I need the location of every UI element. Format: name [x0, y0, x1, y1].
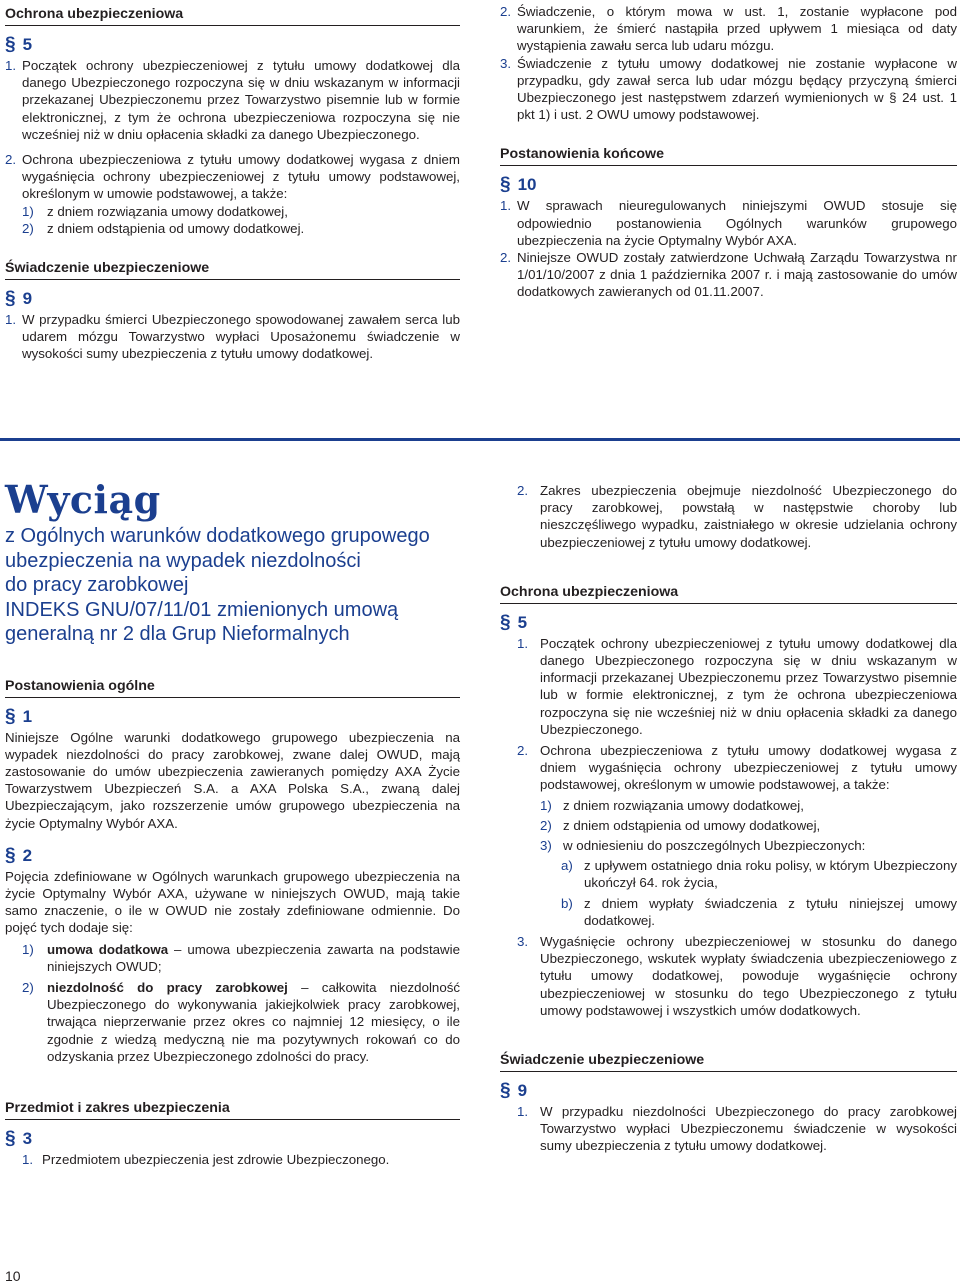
list-item: 2) z dniem odstąpienia od umowy dodatkowej. [22, 220, 305, 236]
section-symbol: § [5, 34, 16, 55]
clause-5-2b: 2. Ochrona ubezpieczeniowa z tytułu umowy dodatkowej wygasa z dniem wygaśnięcia ochrony ubezpieczeniowej z tytułu umowy podstawowej, określonym w umowie podstawowej, a także: [517, 743, 957, 793]
top-left-column [5, 5, 460, 363]
sub-list-item: b) z dniem wypłaty świadczenia z tytułu niniejszej umowy dodatkowej. [561, 895, 957, 928]
definition-item: 1) umowa dodatkowa – umowa ubezpieczenia zawarta na podstawie niniejszych OWUD; [22, 941, 460, 974]
bottom-left-column [5, 478, 460, 1168]
paragraph-3-label: § 3 [5, 1127, 33, 1149]
list-item: 3) w odniesieniu do poszczególnych Ubezpieczonych: [540, 838, 866, 854]
section-heading-koncowe: Postanowienia końcowe [500, 145, 957, 166]
document-title: Wyciąg [5, 477, 161, 522]
paragraph-1-label: § 1 [5, 705, 33, 727]
paragraph-5-label: § 5 [5, 34, 33, 55]
clause-5-2: 2. Ochrona ubezpieczeniowa z tytułu umowy dodatkowej wygasa z dniem wygaśnięcia ochrony ubezpieczeniowej z tytułu umowy podstawowej, określonym w umowie podstawowej, a także: [5, 152, 460, 202]
clause-9-1b: 1. W przypadku niezdolności Ubezpieczonego do pracy zarobkowej Towarzystwo wypłaci Ubezpieczonemu świadczenie w wysokości sumy ubezpieczenia z tytułu umowy dodatkowej. [517, 1104, 957, 1154]
list-item: 1) z dniem rozwiązania umowy dodatkowej, [540, 797, 804, 813]
divider-rule [0, 438, 960, 441]
paragraph-2-label: § 2 [5, 844, 33, 866]
clause-9-1: 1. W przypadku śmierci Ubezpieczonego spowodowanej zawałem serca lub udarem mózgu Towarzystwo wypłaci Uposażonemu świadczenie w wysokości sumy ubezpieczenia z tytułu umowy dodatkowej. [5, 312, 460, 362]
list-item: 1) z dniem rozwiązania umowy dodatkowej, [22, 203, 288, 219]
section-heading-ochrona: Ochrona ubezpieczeniowa [5, 5, 460, 26]
clause-5-1: 1. Początek ochrony ubezpieczeniowej z tytułu umowy dodatkowej dla danego Ubezpieczonego rozpoczyna się w dniu wskazanym w informacji przekazanej Ubezpieczonemu przez Towarzystwo pisemnie lub w formie elektronicznej, z tym że ochrona ubezpieczeniowa rozpoczyna się nie wcześniej niż w dniu opłacenia składki za danego Ubezpieczonego. [5, 58, 460, 142]
section-heading-ochrona-2: Ochrona ubezpieczeniowa [500, 583, 957, 604]
document-subtitle: z Ogólnych warunków dodatkowego grupowego ubezpieczenia na wypadek niezdolności do pracy zarobkowej INDEKS GNU/07/11/01 zmienionych umową generalną nr 2 dla Grup Nieformalnych [5, 525, 430, 645]
section-heading-przedmiot: Przedmiot i zakres ubezpieczenia [5, 1099, 460, 1120]
section-heading-ogolne: Postanowienia ogólne [5, 677, 460, 698]
section-heading-swiadczenie-2: Świadczenie ubezpieczeniowe [500, 1051, 957, 1072]
list-item: 2) z dniem odstąpienia od umowy dodatkowej, [540, 817, 821, 833]
paragraph-10-label: § 10 [500, 174, 537, 196]
clause-10-1: 1. W sprawach nieuregulowanych niniejszymi OWUD stosuje się odpowiednio postanowienia Ogólnych warunków grupowego ubezpieczenia na życie Optymalny Wybór AXA. [500, 198, 957, 248]
paragraph-1-text: Niniejsze Ogólne warunki dodatkowego grupowego ubezpieczenia na wypadek niezdolności do pracy zarobkowej, zwane dalej OWUD, mają zastosowanie do umów ubezpieczenia zawieranych pomiędzy AXA Życie Towarzystwem Ubezpieczeń S.A. a AXA Polska S.A., zwaną dalej Ubezpieczającym, jako rozszerzenie umów grupowego ubezpieczenia na życie Optymalny Wybór AXA. [5, 729, 460, 831]
clause-10-2: 2. Niniejsze OWUD zostały zatwierdzone Uchwałą Zarządu Towarzystwa nr 1/01/10/2007 z dnia 1 października 2007 r. i mają zastosowanie do umów dodatkowych zawieranych od 01.11.2007. [500, 250, 957, 300]
section-heading-swiadczenie: Świadczenie ubezpieczeniowe [5, 259, 460, 280]
clause-3-1: 1. Przedmiotem ubezpieczenia jest zdrowie Ubezpieczonego. [22, 1151, 390, 1167]
paragraph-2-text: Pojęcia zdefiniowane w Ogólnych warunkach grupowego ubezpieczenia na życie Optymalny Wybór AXA, używane w niniejszych OWUD, mają takie samo znaczenie, o ile w OWUD nie zostały zdefiniowane odmiennie. Do pojęć tych dodaje się: [5, 868, 460, 936]
clause-5-3: 3. Wygaśnięcie ochrony ubezpieczeniowej w stosunku do danego Ubezpieczonego, wskutek wypłaty świadczenia ubezpieczeniowego z tytułu umowy dodatkowej, powoduje wygaśnięcie ochrony ubezpieczeniowej w stosunku do tego Ubezpieczonego z tytułu umowy podstawowej i wszystkich umów dodatkowych. [517, 934, 957, 1018]
top-right-column [500, 3, 957, 301]
bottom-right-column [500, 482, 957, 1155]
paragraph-5-label-2: § 5 [500, 611, 528, 633]
definition-item: 2) niezdolność do pracy zarobkowej – całkowita niezdolność Ubezpieczonego do wykonywania jakiejkolwiek pracy zarobkowej, trwająca nieprzerwanie przez okres co najmniej 12 miesięcy, o ile zgodnie z wiedzą medyczną nie ma pozytywnych rokowań co do odzyskania przez Ubezpieczonego zdolności do pracy. [22, 979, 461, 1064]
clause-9-3: 3. Świadczenie z tytułu umowy dodatkowej nie zostanie wypłacone w przypadku, gdy zawał serca lub udar mózgu będący przyczyną śmierci Ubezpieczonego jest następstwem zdarzeń wymienionych w § 24 ust. 1 pkt 1) i ust. 2 OWU umowy podstawowej. [500, 55, 957, 123]
clause-5-1b: 1. Początek ochrony ubezpieczeniowej z tytułu umowy dodatkowej dla danego Ubezpieczonego rozpoczyna się w dniu wskazanym w informacji przekazanej Ubezpieczonemu przez Towarzystwo pisemnie lub w formie elektronicznej, z tym że ochrona ubezpieczeniowa rozpoczyna się nie wcześniej niż w dniu opłacenia składki za danego Ubezpieczonego. [517, 635, 957, 737]
paragraph-9-label: § 9 [5, 288, 33, 310]
clause-3-2: 2. Zakres ubezpieczenia obejmuje niezdolność Ubezpieczonego do pracy zarobkowej, powstałą w następstwie choroby lub nieszczęśliwego wypadku, zaistniałego w okresie udzielania ochrony ubezpieczeniowej z tytułu umowy dodatkowej. [517, 483, 957, 550]
paragraph-9-label-2: § 9 [500, 1080, 528, 1102]
sub-list-item: a) z upływem ostatniego dnia roku polisy, w którym Ubezpieczony ukończył 64. rok życia, [561, 858, 957, 891]
page-number: 10 [5, 1268, 21, 1284]
clause-9-2: 2. Świadczenie, o którym mowa w ust. 1, zostanie wypłacone pod warunkiem, że śmierć nastąpiła przed upływem 1 miesiąca od daty wystąpienia zawału serca lub udaru mózgu. [500, 4, 957, 54]
